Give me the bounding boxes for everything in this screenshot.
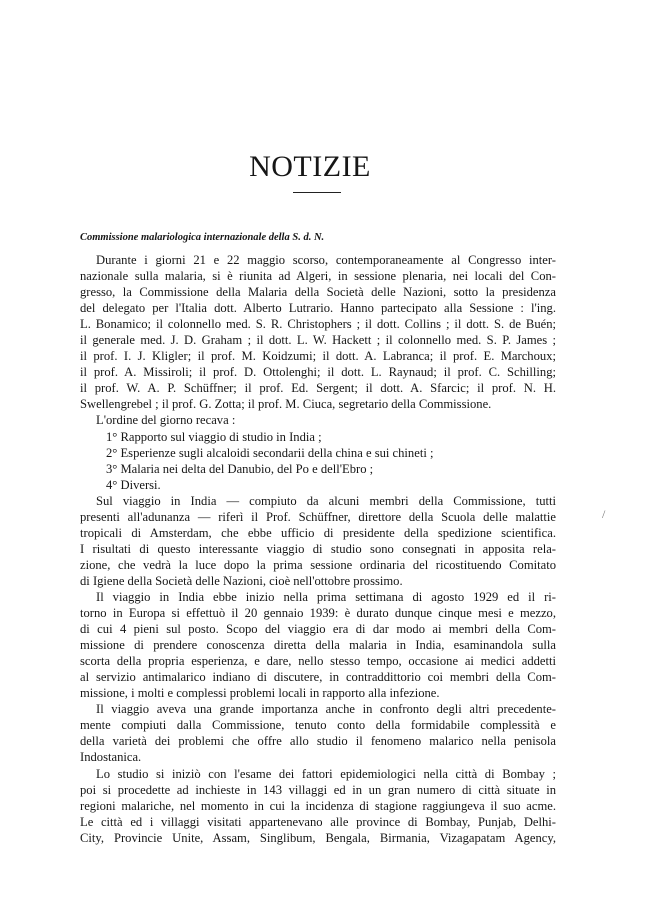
text-line: zione, che vedrà la luce dopo la prima sessione ordinaria del ricostituendo Comitato bbox=[80, 557, 556, 572]
text-line: di cui 4 pieni sul posto. Scopo del viaggio era di dar modo ai membri della Com- bbox=[80, 622, 556, 637]
text-line: missione di prendere conoscenza diretta della malaria in India, esaminandola sulla bbox=[80, 638, 556, 653]
text-line: regioni malariche, nel momento in cui la incidenza di stagione raggiungeva il suo acme. bbox=[80, 798, 556, 813]
text-line: di Igiene della Società delle Nazioni, cioè nell'ottobre prossimo. bbox=[80, 573, 403, 588]
text-line: I risultati di questo interessante viaggio di studio sono consegnati in apposita rela- bbox=[80, 541, 556, 556]
text-line: Indostanica. bbox=[80, 750, 142, 765]
text-line: Swellengrebel ; il prof. G. Zotta; il prof. M. Ciuca, segretario della Commissione. bbox=[80, 397, 492, 412]
text-line: Sul viaggio in India — compiuto da alcuni membri della Commissione, tutti bbox=[96, 493, 556, 508]
text-line: scorta della propria esperienza, e dare, nello stesso tempo, occasione ai medici addetti bbox=[80, 654, 556, 669]
text-line: torno in Europa si effettuò il 20 gennaio 1939: è durato dunque cinque mesi e mezzo, bbox=[80, 606, 556, 621]
text-line: il generale med. J. D. Graham ; il dott. L. W. Hackett ; il colonnello med. S. P. James ; bbox=[80, 333, 556, 348]
text-line: Il viaggio in India ebbe inizio nella prima settimana di agosto 1929 ed il ri- bbox=[96, 589, 556, 604]
text-line: Lo studio si iniziò con l'esame dei fattori epidemiologici nella città di Bombay ; bbox=[96, 766, 556, 781]
text-line: L. Bonamico; il colonnello med. S. R. Christophers ; il dott. Collins ; il dott. S. de Buén; bbox=[80, 317, 556, 332]
section-heading: Commissione malariologica internazionale della S. d. N. bbox=[80, 232, 325, 243]
text-line: il prof. A. Missiroli; il prof. D. Ottolenghi; il dott. L. Raynaud; il prof. C. Schilling; bbox=[80, 365, 556, 380]
text-line: 4° Diversi. bbox=[106, 477, 161, 492]
text-line: tropicali di Amsterdam, che ebbe ufficio di presidente della spedizione scientifica. bbox=[80, 525, 556, 540]
text-line: Durante i giorni 21 e 22 maggio scorso, contemporaneamente al Congresso inter- bbox=[96, 253, 556, 267]
text-line: il prof. W. A. P. Schüffner; il prof. Ed. Sergent; il dott. A. Sfarcic; il prof. N. H. bbox=[80, 381, 556, 396]
text-line: al servizio antimalarico indiano di discutere, in contraddittorio coi membri della Com- bbox=[80, 670, 556, 685]
title-rule bbox=[293, 192, 341, 193]
text-line: Il viaggio aveva una grande importanza anche in confronto degli altri precedente- bbox=[96, 702, 556, 717]
text-line: Le città ed i villaggi visitati appartenevano alle province di Bombay, Punjab, Delhi- bbox=[80, 814, 556, 829]
text-line: poi si procedette ad inchieste in 143 villaggi ed in un gran numero di città situate in bbox=[80, 782, 556, 797]
text-line: presenti all'adunanza — riferì il Prof. Schüffner, direttore della Scuola delle malattie bbox=[80, 509, 556, 524]
text-line: nazionale sulla malaria, si è riunita ad Algeri, in sessione plenaria, nei locali del Con- bbox=[80, 269, 556, 284]
text-line: missione, i molti e complessi problemi locali in rapporto alla infezione. bbox=[80, 686, 440, 701]
text-line: gresso, la Commissione della Malaria della Società delle Nazioni, sotto la presidenza bbox=[80, 285, 556, 300]
article-body bbox=[80, 252, 556, 846]
text-line: del delegato per l'Italia dott. Alberto Lutrario. Hanno partecipato alla Sessione : l'ing. bbox=[80, 301, 556, 316]
text-line: City, Provincie Unite, Assam, Singlibum, Bengala, Birmania, Vizagapatam Agency, bbox=[80, 830, 556, 845]
text-line: il prof. I. J. Kligler; il prof. M. Koidzumi; il dott. A. Labranca; il prof. E. Marchoux; bbox=[80, 349, 556, 364]
text-line: L'ordine del giorno recava : bbox=[96, 413, 236, 428]
page-title: NOTIZIE bbox=[249, 150, 371, 183]
margin-mark: / bbox=[602, 507, 606, 521]
text-line: 1° Rapporto sul viaggio di studio in India ; bbox=[106, 429, 322, 444]
text-line: 2° Esperienze sugli alcaloidi secondarii della china e sui chineti ; bbox=[106, 445, 434, 460]
text-line: 3° Malaria nei delta del Danubio, del Po e dell'Ebro ; bbox=[106, 461, 374, 476]
text-line: mente compiuti dalla Commissione, tenuto conto della formidabile complessità e bbox=[80, 718, 556, 733]
text-line: della varietà dei problemi che offre allo studio il fenomeno malarico nella penisola bbox=[80, 734, 556, 749]
